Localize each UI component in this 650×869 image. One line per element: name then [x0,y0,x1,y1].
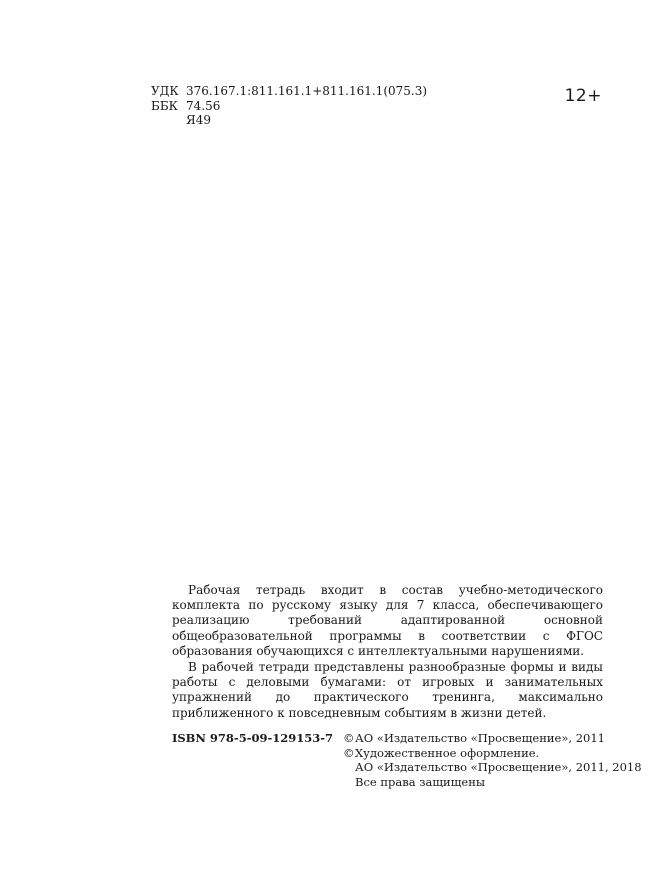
copyright-block [343,731,642,789]
copyright-mark-2: © [343,745,355,760]
author-mark-row [151,113,427,128]
copyright-line-1 [343,731,642,746]
copyright-line-2 [343,746,642,761]
udk-label: УДК [151,84,179,98]
bbk-value: 74.56 [186,98,221,113]
copyright-line-3: АО «Издательство «Просвещение», 2011, 2018 [355,760,642,774]
udk-value: 376.167.1:811.161.1+811.161.1(075.3) [186,84,428,98]
copyright-line-4: Все права защищены [355,774,486,789]
classification-block [151,84,427,128]
age-rating-badge: 12+ [564,86,602,106]
annotation-paragraph-1: Рабочая тетрадь входит в состав учебно-методического комплекта по русскому языку для 7 класса, обеспечивающего реализацию требований адаптированной основной общеобразовательной программы в соответствии с ФГОС образования обучающихся с интеллектуальными нарушениями. [172,583,603,658]
annotation-block [172,583,603,721]
bbk-row [151,99,427,114]
copyright-mark-1: © [343,731,355,745]
isbn-number: ISBN 978-5-09-129153-7 [172,731,334,745]
udk-row [151,84,427,99]
copyright-text-2: Художественное оформление. [355,745,540,760]
copyright-text-1: АО «Издательство «Просвещение», 2011 [355,731,605,745]
author-mark: Я49 [186,113,211,127]
annotation-paragraph-2: В рабочей тетради представлены разнообразные формы и виды работы с деловыми бумагами: от игровых и занимательных упражнений до практического тренинга, максимально приближенного к повседневным событиям в жизни детей. [172,660,603,720]
bbk-label: ББК [151,98,178,113]
